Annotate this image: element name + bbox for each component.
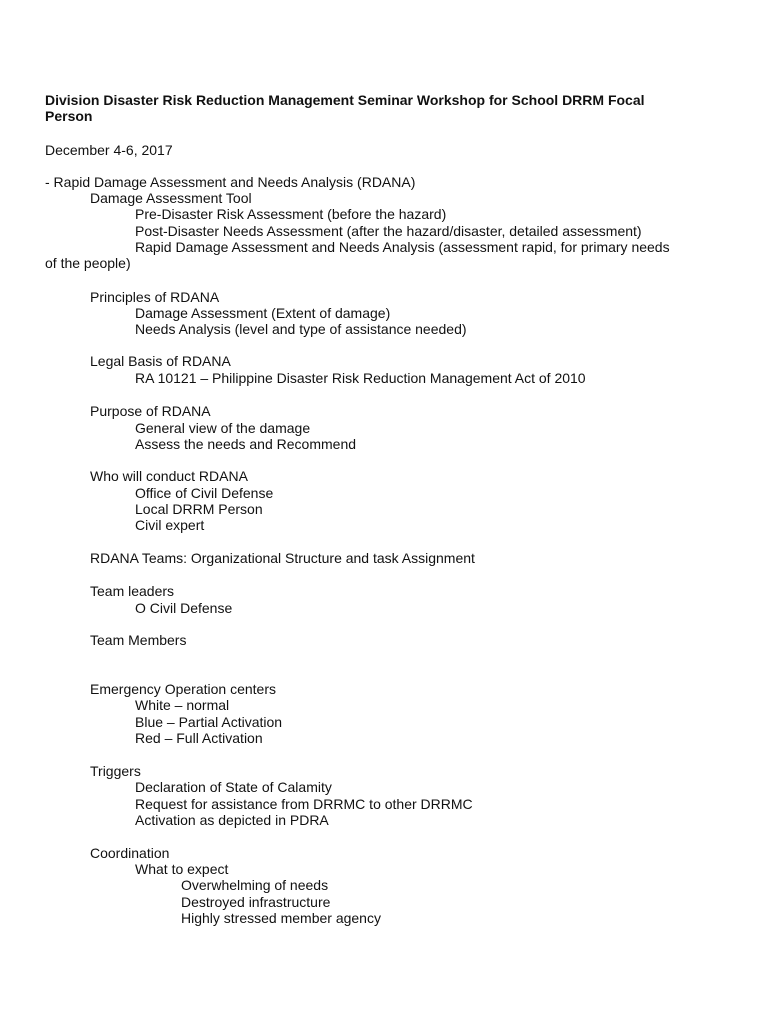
triggers-heading: Triggers [90, 763, 141, 779]
who-item: Office of Civil Defense [135, 485, 274, 501]
eoc-heading: Emergency Operation centers [90, 681, 276, 697]
purpose-item: General view of the damage [135, 420, 311, 436]
team-leaders-heading: Team leaders [90, 583, 175, 599]
damage-tool-item: Post-Disaster Needs Assessment (after the hazard/disaster, detailed assessment) [135, 223, 642, 239]
coordination-subheading: What to expect [135, 861, 229, 877]
document-title-line-1: Division Disaster Risk Reduction Management Seminar Workshop for School DRRM Focal [45, 92, 645, 108]
damage-tool-heading: Damage Assessment Tool [90, 190, 252, 206]
purpose-item: Assess the needs and Recommend [135, 436, 357, 452]
legal-basis-item: RA 10121 – Philippine Disaster Risk Reduction Management Act of 2010 [135, 370, 586, 386]
triggers-item: Request for assistance from DRRMC to other DRRMC [135, 796, 473, 812]
purpose-heading: Purpose of RDANA [90, 403, 211, 419]
who-heading: Who will conduct RDANA [90, 468, 248, 484]
eoc-item: Blue – Partial Activation [135, 714, 283, 730]
damage-tool-item-wrap: of the people) [45, 255, 131, 271]
coordination-item: Highly stressed member agency [181, 910, 381, 926]
principles-item: Damage Assessment (Extent of damage) [135, 305, 391, 321]
principles-heading: Principles of RDANA [90, 289, 220, 305]
coordination-item: Overwhelming of needs [181, 877, 329, 893]
triggers-item: Activation as depicted in PDRA [135, 812, 329, 828]
who-item: Local DRRM Person [135, 501, 263, 517]
document-title-line-2: Person [45, 108, 93, 124]
rdana-heading: - Rapid Damage Assessment and Needs Analysis (RDANA) [45, 174, 416, 190]
document-date: December 4-6, 2017 [45, 142, 173, 158]
triggers-item: Declaration of State of Calamity [135, 779, 332, 795]
coordination-item: Destroyed infrastructure [181, 894, 331, 910]
legal-basis-heading: Legal Basis of RDANA [90, 353, 231, 369]
team-leaders-item: O Civil Defense [135, 600, 233, 616]
eoc-item: Red – Full Activation [135, 730, 263, 746]
damage-tool-item: Pre-Disaster Risk Assessment (before the hazard) [135, 206, 447, 222]
who-item: Civil expert [135, 517, 205, 533]
coordination-heading: Coordination [90, 845, 170, 861]
team-members-heading: Team Members [90, 632, 187, 648]
damage-tool-item: Rapid Damage Assessment and Needs Analysis (assessment rapid, for primary needs [135, 239, 670, 255]
teams-heading: RDANA Teams: Organizational Structure and task Assignment [90, 550, 475, 566]
eoc-item: White – normal [135, 697, 230, 713]
principles-item: Needs Analysis (level and type of assistance needed) [135, 321, 467, 337]
